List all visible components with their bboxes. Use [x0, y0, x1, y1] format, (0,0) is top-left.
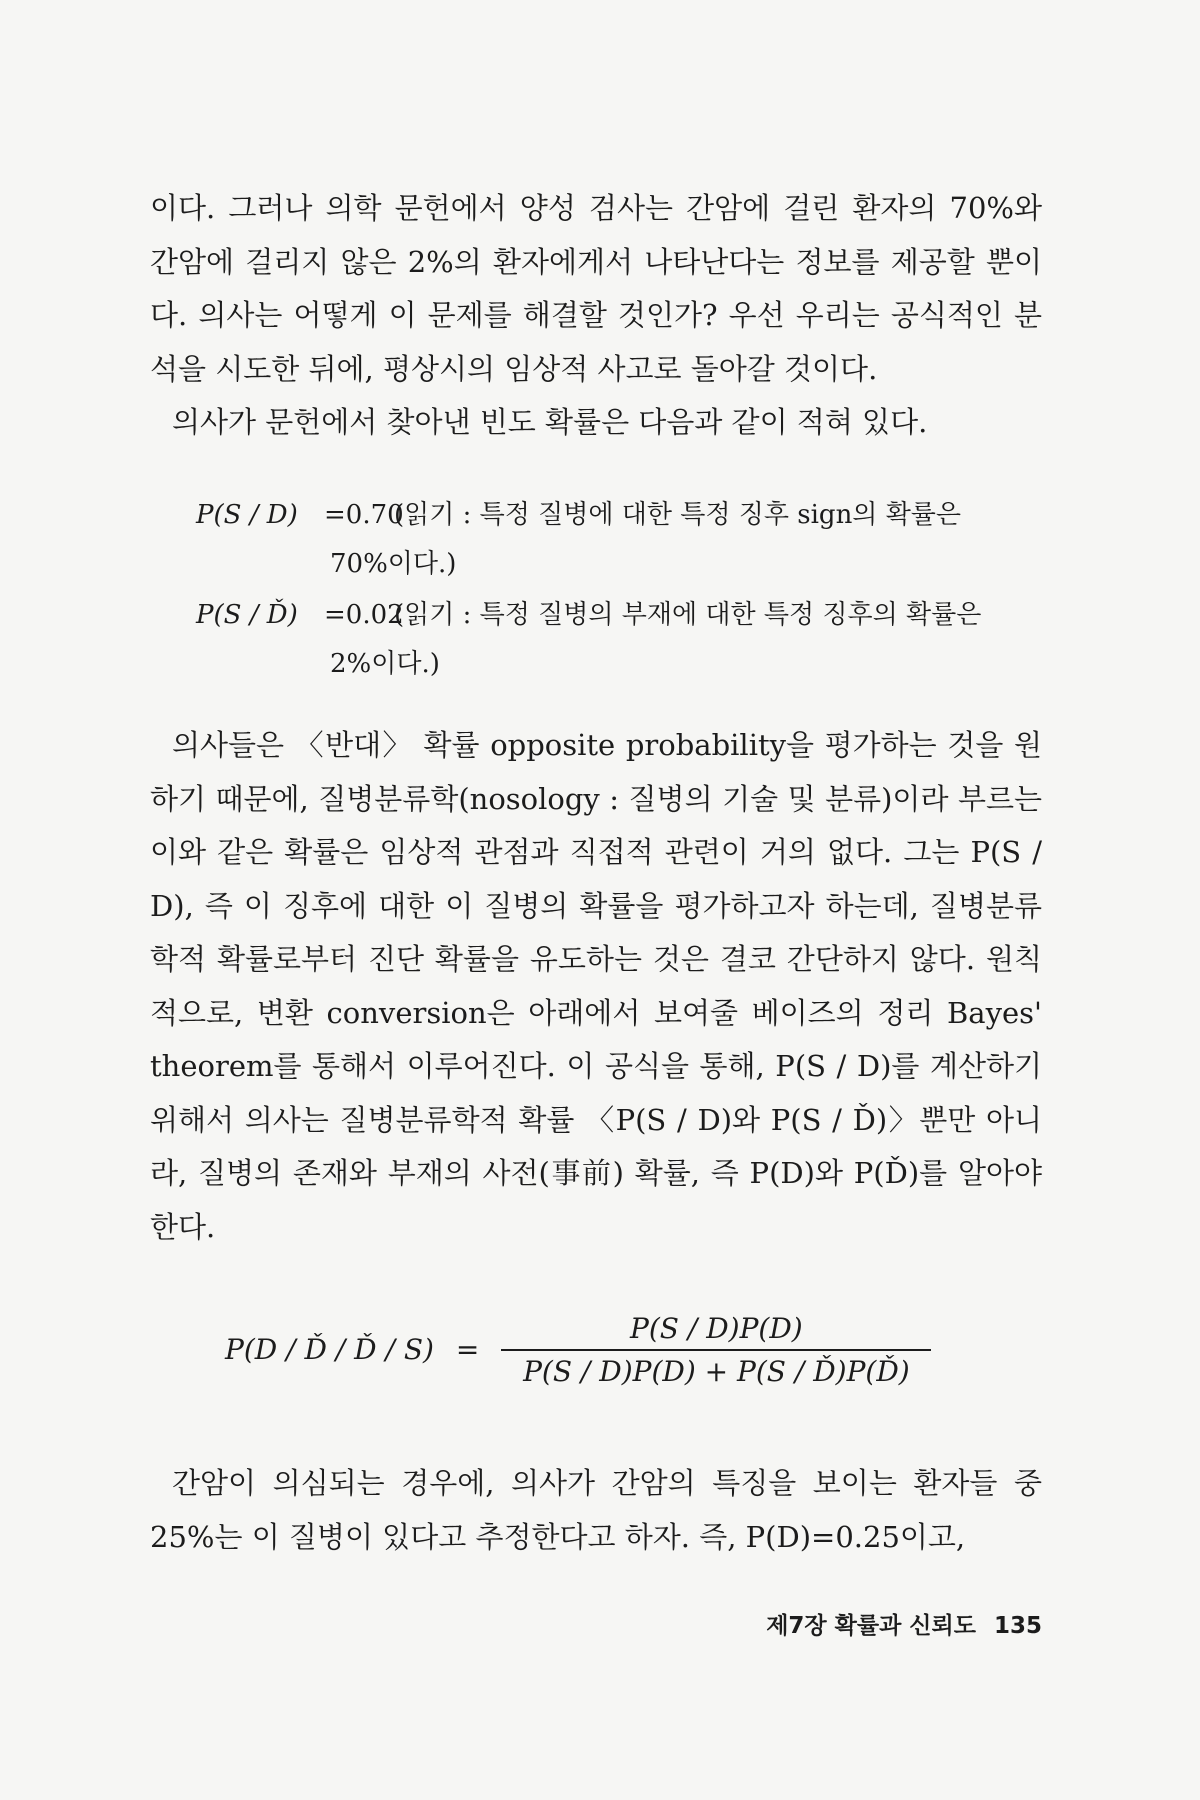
- formula-gloss-continued: 2%이다.): [330, 649, 440, 679]
- frequency-formulas: [196, 491, 1042, 689]
- closing-text: [150, 1457, 1042, 1564]
- bayes-equals: =: [455, 1333, 480, 1367]
- page-footer: [766, 1607, 1042, 1640]
- bayes-fraction: [501, 1312, 931, 1388]
- bayes-lhs: P(D / Ď / Ď / S): [225, 1333, 434, 1367]
- paragraph-intro: 이다. 그러나 의학 문헌에서 양성 검사는 간암에 걸린 환자의 70%와 간암에 걸리지 않은 2%의 환자에게서 나타난다는 정보를 제공할 뿐이다. 의사는 어떻게 이 문제를 해결할 것인가? 우선 우리는 공식적인 분석을 시도한 뒤에, 평상시의 임상적 사고로 돌아갈 것이다.: [150, 191, 1042, 386]
- formula-sensitivity: [196, 491, 1042, 540]
- formula-gloss-continued: 70%이다.): [330, 549, 457, 579]
- page-number: 135: [993, 1613, 1042, 1639]
- formula-expression: P(S / D): [196, 500, 298, 530]
- bayes-numerator: P(S / D)P(D): [630, 1312, 803, 1345]
- chapter-title: 제7장 확률과 신뢰도: [766, 1613, 976, 1639]
- paragraph-frequency: 의사가 문헌에서 찾아낸 빈도 확률은 다음과 같이 적혀 있다.: [172, 405, 928, 439]
- paragraph-bayes-intro: 의사들은 〈반대〉 확률 opposite probability을 평가하는 것을 원하기 때문에, 질병분류학(nosology : 질병의 기술 및 분류)이라 부르는 이와 같은 확률은 임상적 관점과 직접적 관련이 거의 없다. 그는 P(S / D), 즉 이 징후에 대한 이 질병의 확률을 평가하고자 하는데, 질병분류학적 확률로부터 진단 확률을 유도하는 것은 결코 간단하지 않다. 원칙적으로, 변환 conversion은 아래에서 보여줄 베이즈의 정리 Bayes' theorem를 통해서 이루어진다. 이 공식을 통해, P(S / D)를 계산하기 위해서 의사는 질병분류학적 확률 〈P(S / D)와 P(S / Ď)〉뿐만 아니라, 질병의 존재와 부재의 사전(事前) 확률, 즉 P(D)와 P(Ď)를 알아야 한다.: [150, 728, 1042, 1244]
- paragraph-liver-cancer: 간암이 의심되는 경우에, 의사가 간암의 특징을 보이는 환자들 중 25%는 이 질병이 있다고 추정한다고 하자. 즉, P(D)=0.25이고,: [150, 1466, 1042, 1554]
- formula-gloss: (읽기 : 특정 질병의 부재에 대한 특정 징후의 확률은: [394, 600, 982, 630]
- formula-value: =0.02: [324, 600, 404, 630]
- formula-gloss: (읽기 : 특정 질병에 대한 특정 징후 sign의 확률은: [394, 500, 962, 530]
- formula-value: =0.70: [324, 500, 404, 530]
- bayes-denominator: P(S / D)P(D) + P(S / Ď)P(Ď): [523, 1354, 910, 1388]
- bayes-theorem-formula: [225, 1312, 931, 1388]
- intro-text: [150, 182, 1042, 450]
- body-text: [150, 719, 1042, 1254]
- formula-expression: P(S / Ď): [196, 600, 298, 630]
- formula-false-positive: [196, 591, 1042, 640]
